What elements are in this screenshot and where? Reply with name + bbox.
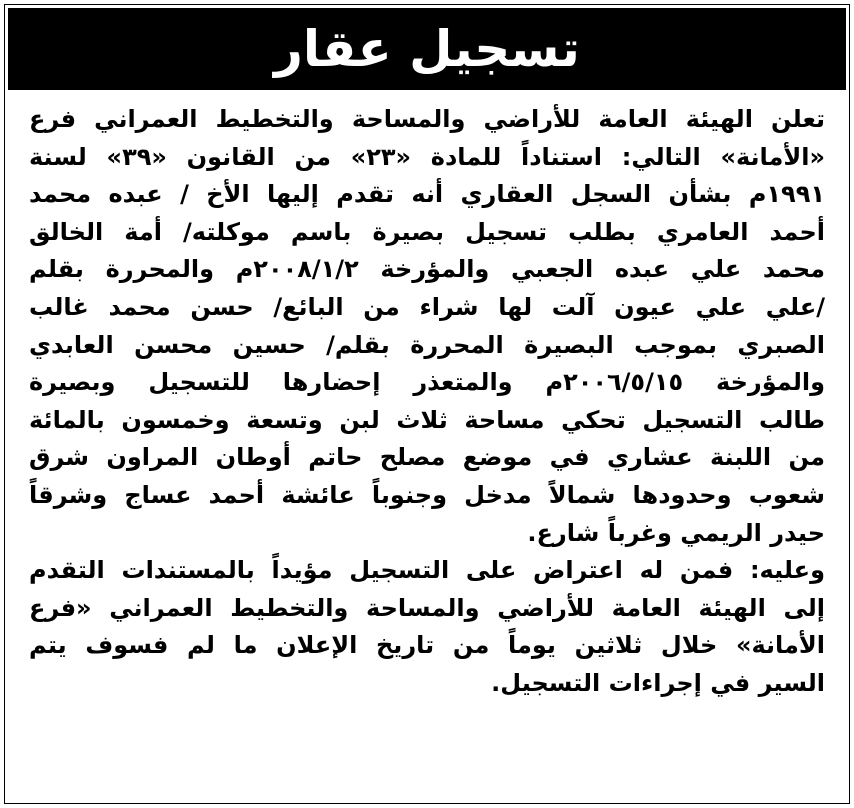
legal-notice bbox=[4, 4, 850, 804]
title-banner bbox=[8, 8, 846, 90]
notice-line: الصبري بموجب البصيرة المحررة بقلم/ حسين محسن العابدي bbox=[29, 330, 825, 359]
notice-line: تعلن الهيئة العامة للأراضي والمساحة والتخطيط العمراني فرع bbox=[29, 105, 825, 133]
notice-line: ١٩٩١م بشأن السجل العقاري أنه تقدم إليها الأخ / عبده محمد bbox=[29, 180, 825, 209]
notice-line: إلى الهيئة العامة للأراضي والمساحة والتخطيط العمراني «فرع bbox=[29, 593, 825, 622]
notice-line: طالب التسجيل تحكي مساحة ثلاث لبن وتسعة وخمسون بالمائة bbox=[29, 405, 825, 434]
notice-line: أحمد العامري بطلب تسجيل بصيرة باسم موكلته/ أمة الخالق bbox=[29, 217, 825, 246]
notice-line: شعوب وحدودها شمالاً مدخل وجنوباً عائشة أحمد عساج وشرقاً bbox=[29, 480, 825, 509]
notice-line: الأمانة» خلال ثلاثين يوماً من تاريخ الإعلان ما لم فسوف يتم bbox=[29, 631, 825, 660]
notice-line: محمد علي عبده الجعبي والمؤرخة ٢٠٠٨/١/٢م والمحررة بقلم bbox=[29, 255, 825, 284]
notice-line: وعليه: فمن له اعتراض على التسجيل مؤيداً بالمستندات التقدم bbox=[29, 556, 825, 585]
notice-line: السير في إجراءات التسجيل. bbox=[491, 668, 825, 697]
notice-title: تسجيل عقار bbox=[274, 20, 580, 78]
notice-body bbox=[29, 101, 825, 703]
notice-line: /علي علي عيون آلت لها شراء من البائع/ حسن محمد غالب bbox=[29, 292, 825, 321]
notice-line: من اللبنة عشاري في موضع مصلح حاتم أوطان المراون شرق bbox=[29, 443, 825, 472]
notice-line: «الأمانة» التالي: استناداً للمادة «٢٣» من القانون «٣٩» لسنة bbox=[29, 142, 825, 171]
notice-line: والمؤرخة ٢٠٠٦/٥/١٥م والمتعذر إحضارها للتسجيل وبصيرة bbox=[29, 368, 825, 397]
notice-line: حيدر الريمي وغرباً شارع. bbox=[527, 518, 825, 547]
